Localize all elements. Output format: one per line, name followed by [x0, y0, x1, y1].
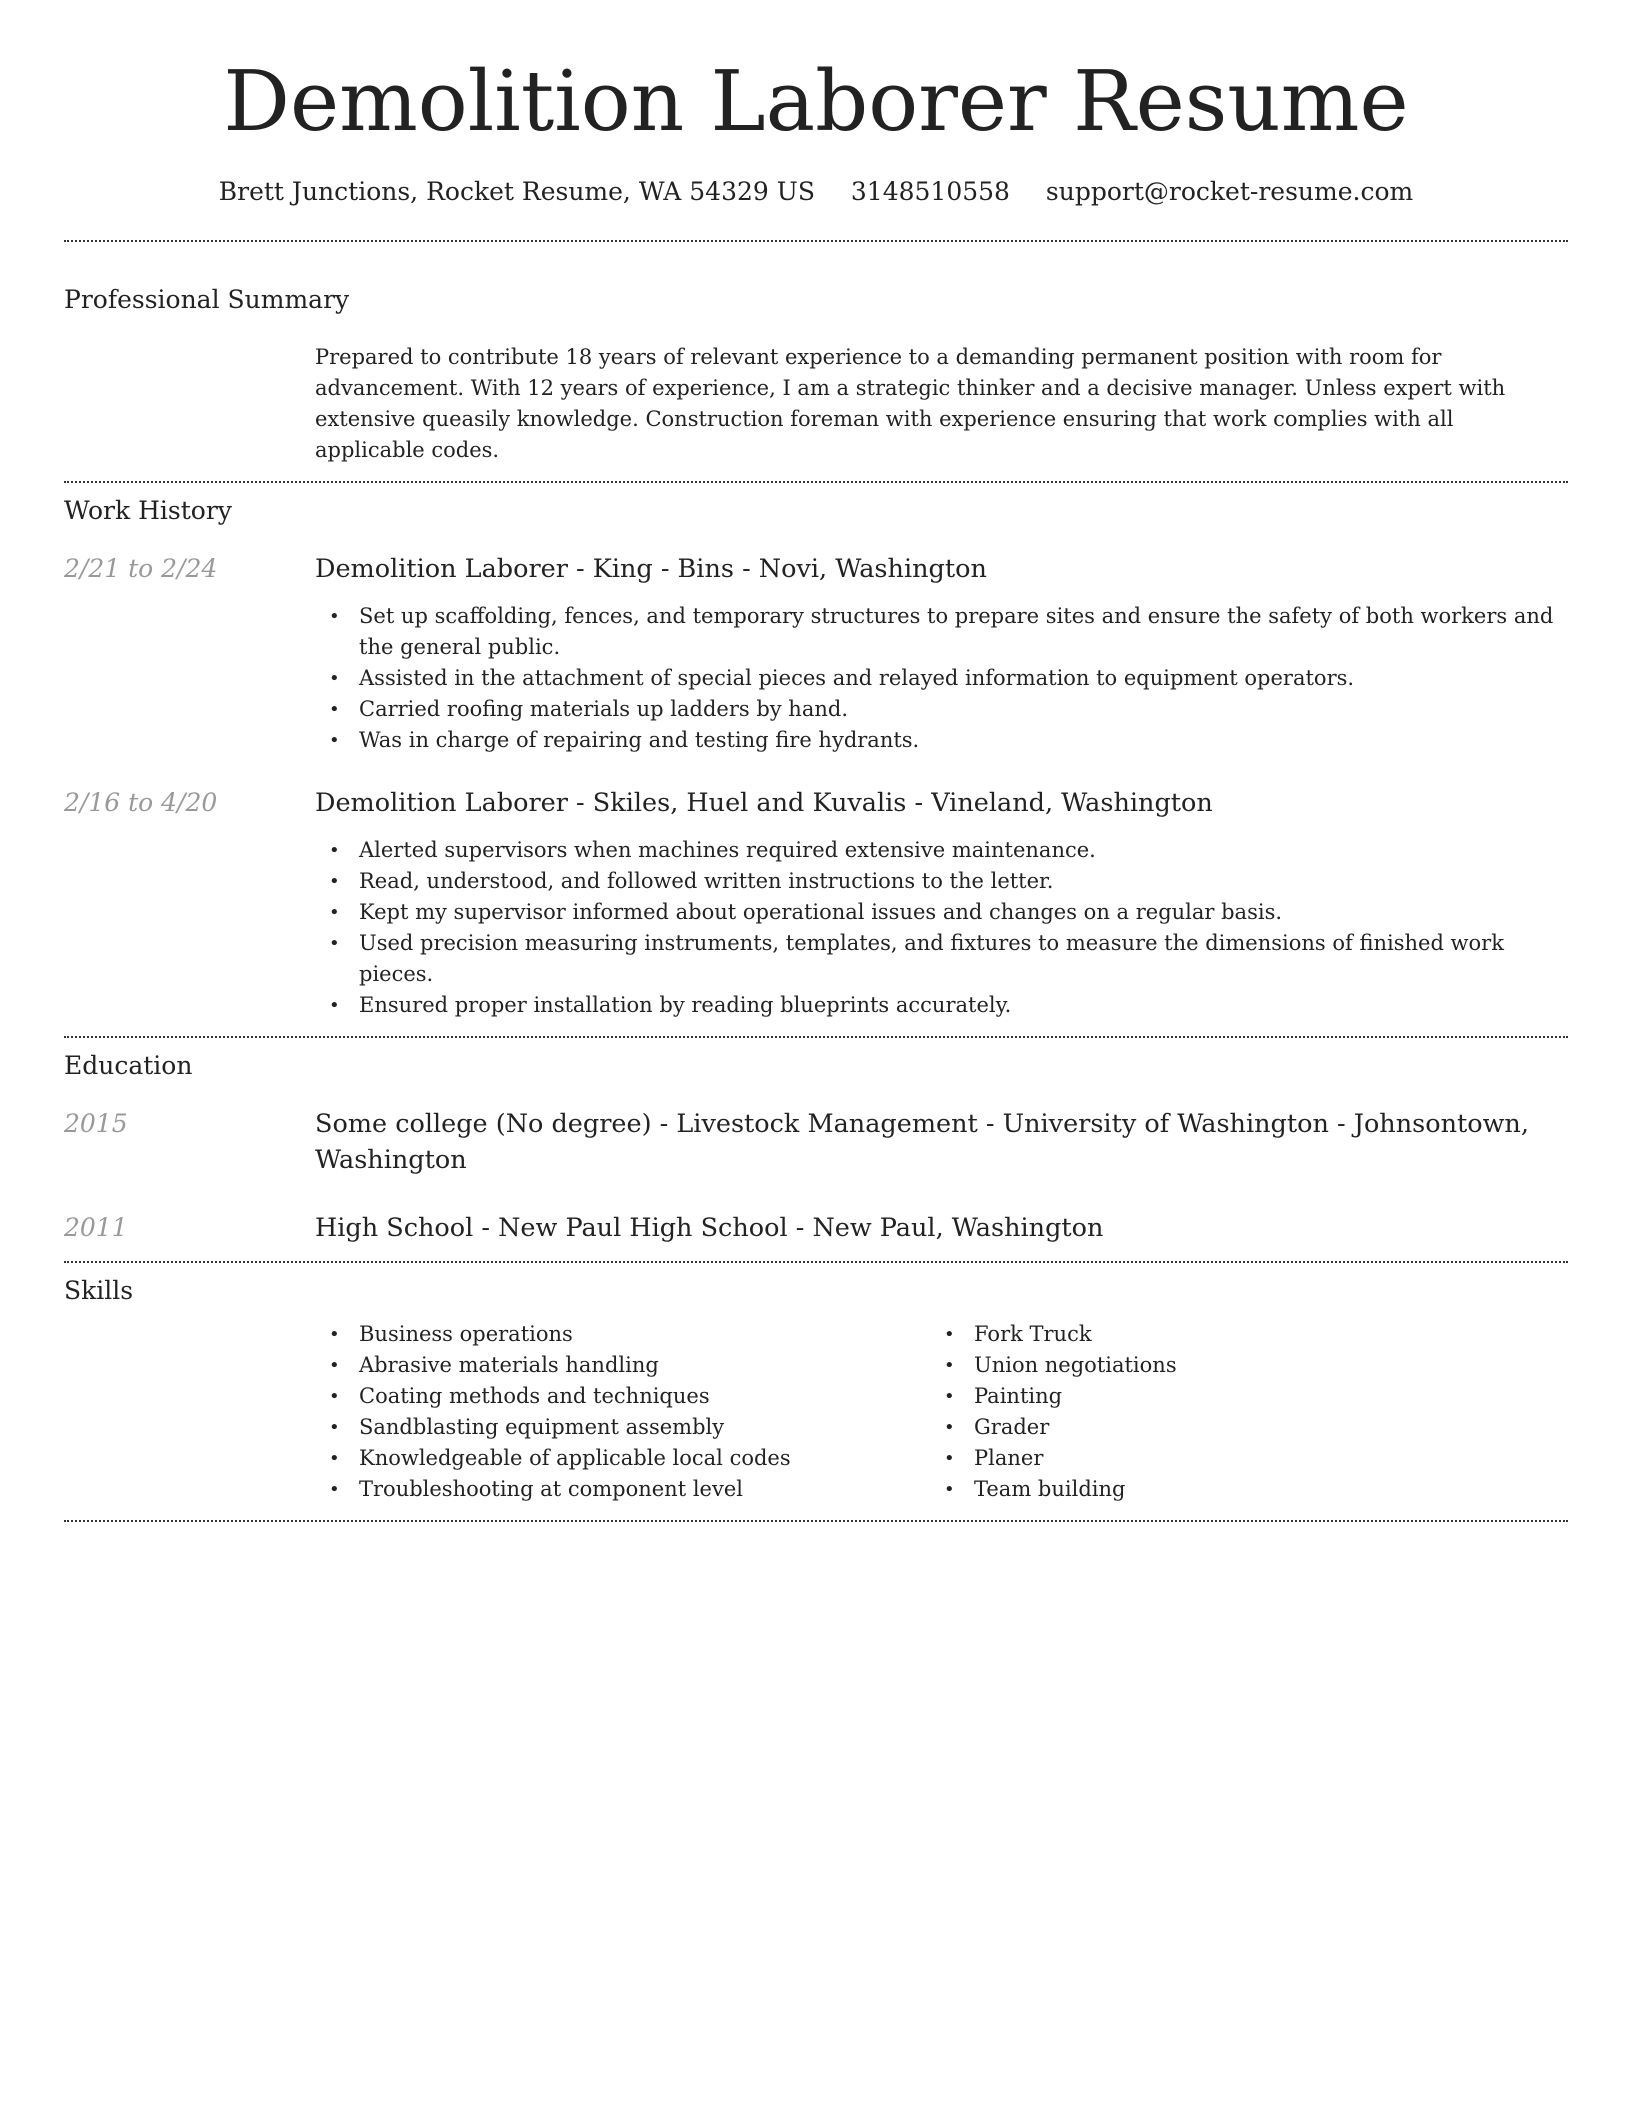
job-company: King - Bins [592, 554, 734, 584]
education-location: Johnsontown, Washington [315, 1109, 1529, 1175]
list-item: • Used precision measuring instruments, templates, and fixtures to measure the dimensions of finished work pieces. [315, 928, 1568, 990]
contact-email: support@rocket-resume.com [1045, 177, 1414, 206]
list-item: • Alerted supervisors when machines required extensive maintenance. [315, 835, 1568, 866]
skills-heading: Skills [64, 1276, 134, 1305]
contact-phone: 3148510558 [850, 177, 1010, 206]
job-heading: Demolition Laborer - Skiles, Huel and Kuvalis - Vineland, Washington [315, 788, 1213, 818]
job-dates: 2/16 to 4/20 [64, 788, 218, 817]
list-item: • Assisted in the attachment of special pieces and relayed information to equipment operators. [315, 663, 1568, 694]
job-company: Skiles, Huel and Kuvalis [592, 788, 907, 818]
education-degree: Some college (No degree) [315, 1109, 652, 1139]
divider [64, 1261, 1568, 1263]
skills-list-right [930, 1319, 1545, 1505]
job-title: Demolition Laborer [315, 788, 568, 818]
skill-item: • Planer [930, 1443, 1545, 1474]
skill-item: • Sandblasting equipment assembly [315, 1412, 930, 1443]
work-history-section [64, 493, 1568, 1021]
job-location: Vineland, Washington [931, 788, 1213, 818]
resume-title: Demolition Laborer Resume [223, 53, 1409, 150]
education-heading-line: Some college (No degree) - Livestock Management - University of Washington - Johnsontown, Washington [315, 1109, 1529, 1175]
skill-item: • Union negotiations [930, 1350, 1545, 1381]
skills-list-left [315, 1319, 930, 1505]
job-title: Demolition Laborer [315, 554, 568, 584]
skill-item: • Coating methods and techniques [315, 1381, 930, 1412]
divider [64, 481, 1568, 483]
list-item: • Read, understood, and followed written instructions to the letter. [315, 866, 1568, 897]
education-heading-line: High School - New Paul High School - New Paul, Washington [315, 1213, 1104, 1243]
education-entry [64, 1106, 1568, 1178]
skill-item: • Grader [930, 1412, 1545, 1443]
job-dates: 2/21 to 2/24 [64, 554, 218, 583]
list-item: • Carried roofing materials up ladders by hand. [315, 694, 1568, 725]
skill-item: • Team building [930, 1474, 1545, 1505]
skills-section [64, 1273, 1568, 1505]
summary-text: Prepared to contribute 18 years of relevant experience to a demanding permanent position with room for advancement. With 12 years of experience, I am a strategic thinker and a decisive manager. Unless expert with extensive queasily knowledge. Construction foreman with experience ensuring that work complies with all applicable codes. [315, 345, 1506, 462]
skill-item: • Abrasive materials handling [315, 1350, 930, 1381]
education-school: New Paul High School [498, 1213, 788, 1243]
divider [64, 1520, 1568, 1522]
education-school: University of Washington [1002, 1109, 1329, 1139]
skill-item: • Knowledgeable of applicable local codes [315, 1443, 930, 1474]
education-entry [64, 1210, 1568, 1246]
contact-address: Brett Junctions, Rocket Resume, WA 54329 US [218, 177, 815, 206]
job-entry [64, 551, 1568, 756]
education-heading: Education [64, 1051, 193, 1080]
education-location: New Paul, Washington [812, 1213, 1104, 1243]
skill-item: • Troubleshooting at component level [315, 1474, 930, 1505]
divider [64, 240, 1568, 242]
education-year: 2011 [64, 1213, 128, 1242]
education-section [64, 1048, 1568, 1246]
list-item: • Was in charge of repairing and testing fire hydrants. [315, 725, 1568, 756]
education-degree: High School [315, 1213, 474, 1243]
divider [64, 1036, 1568, 1038]
job-heading: Demolition Laborer - King - Bins - Novi, Washington [315, 554, 987, 584]
resume-page [64, 0, 1568, 1522]
contact-line [64, 172, 1568, 212]
job-bullets [315, 601, 1568, 756]
education-year: 2015 [64, 1109, 128, 1138]
job-entry [64, 785, 1568, 1021]
summary-section [64, 282, 1568, 466]
skill-item: • Fork Truck [930, 1319, 1545, 1350]
job-bullets [315, 835, 1568, 1021]
skill-item: • Painting [930, 1381, 1545, 1412]
list-item: • Kept my supervisor informed about operational issues and changes on a regular basis. [315, 897, 1568, 928]
list-item: • Ensured proper installation by reading blueprints accurately. [315, 990, 1568, 1021]
summary-heading: Professional Summary [64, 285, 350, 314]
job-location: Novi, Washington [758, 554, 987, 584]
work-history-heading: Work History [64, 496, 232, 525]
skill-item: • Business operations [315, 1319, 930, 1350]
list-item: • Set up scaffolding, fences, and temporary structures to prepare sites and ensure the safety of both workers and the general public. [315, 601, 1568, 663]
education-field: Livestock Management [676, 1109, 978, 1139]
